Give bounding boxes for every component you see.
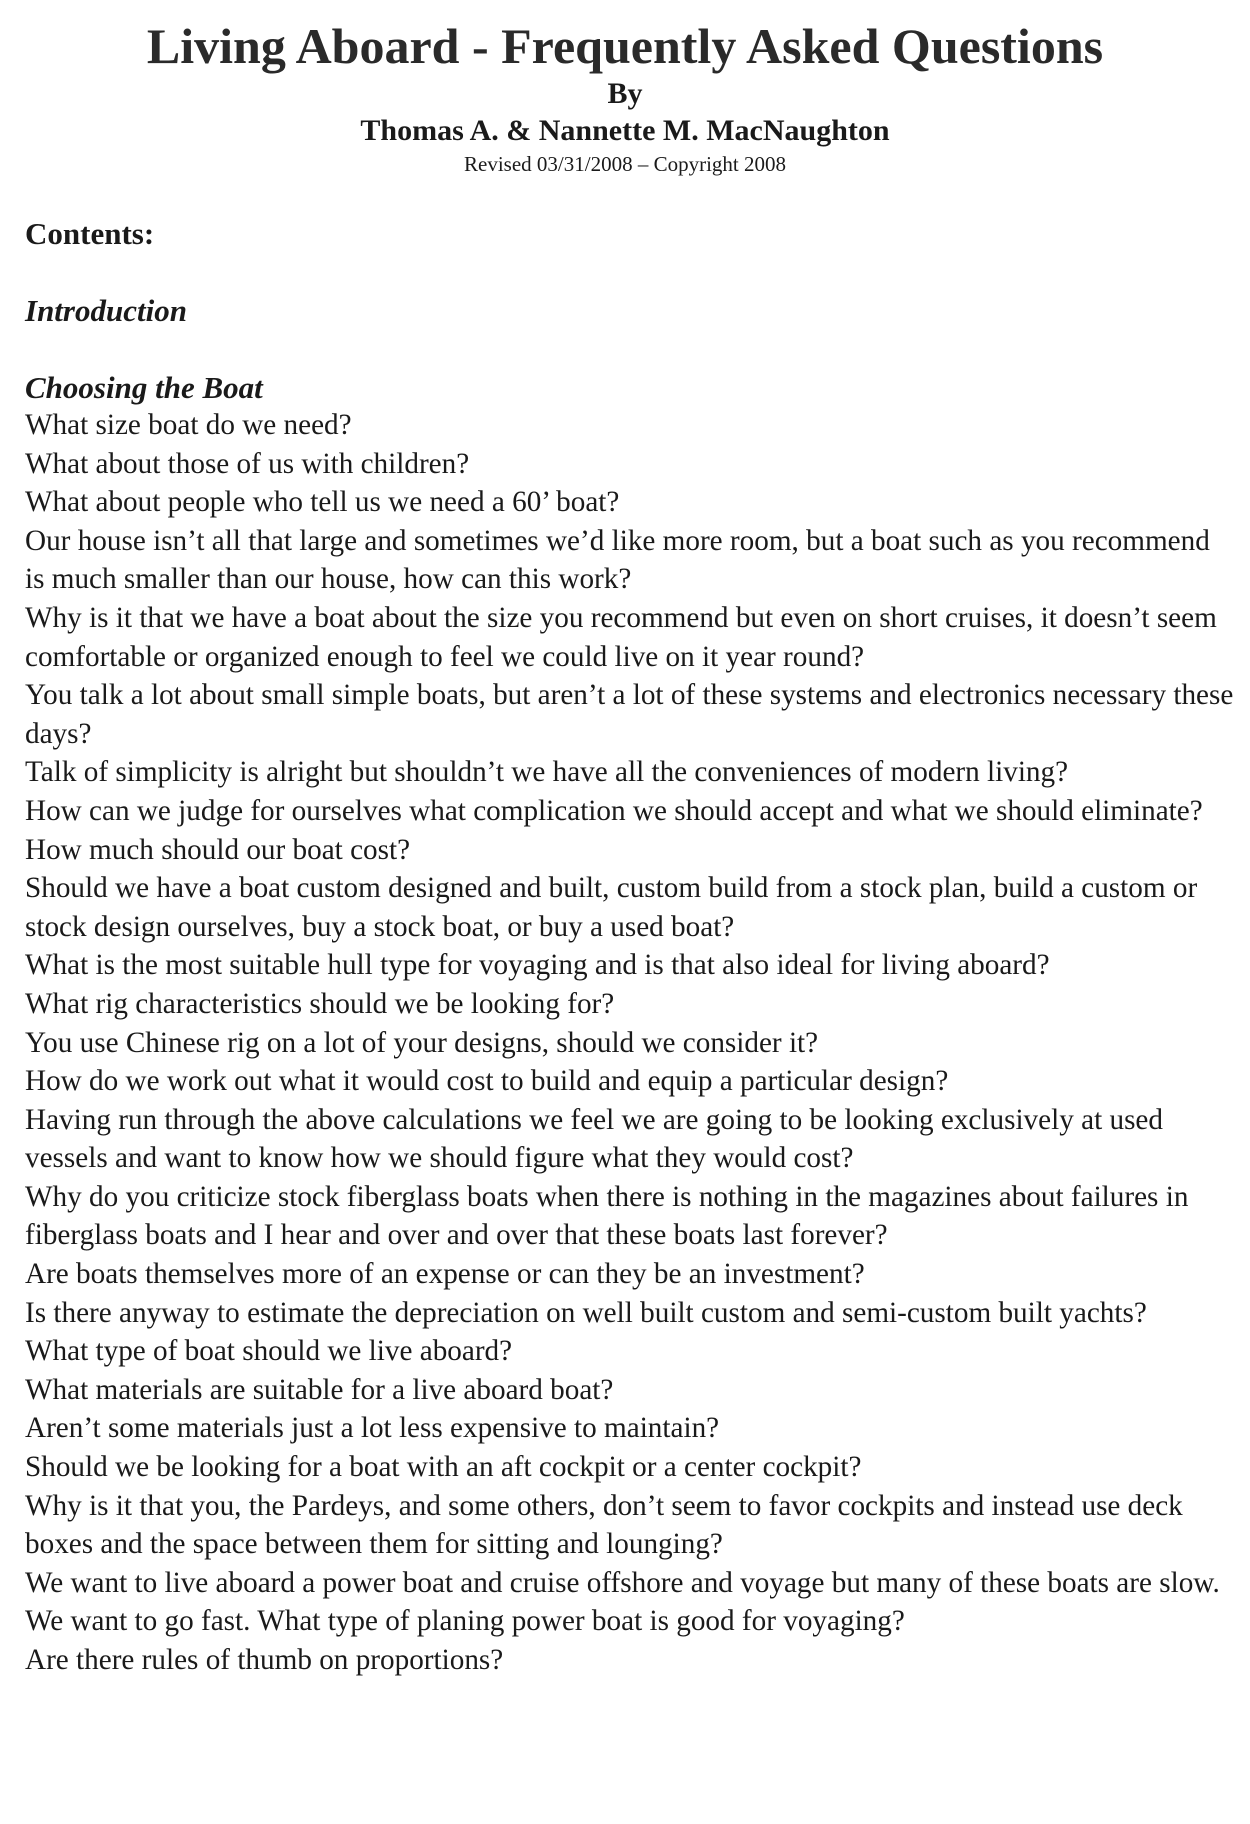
question-item: Are boats themselves more of an expense or can they be an investment?: [25, 1258, 865, 1291]
question-item: What is the most suitable hull type for voyaging and is that also ideal for living aboard?: [25, 949, 1050, 982]
question-item: Why do you criticize stock fiberglass boats when there is nothing in the magazines about failures in fiberglass boats and I hear and over and over that these boats last forever?: [25, 1180, 1189, 1252]
revision-copyright-line: Revised 03/31/2008 – Copyright 2008: [464, 152, 786, 176]
question-item: You talk a lot about small simple boats, but aren’t a lot of these systems and electronics necessary these days?: [25, 679, 1234, 750]
question-item: How can we judge for ourselves what complication we should accept and what we should eliminate?: [25, 794, 1203, 827]
author-names: Thomas A. & Nannette M. MacNaughton: [360, 114, 890, 147]
question-item: You use Chinese rig on a lot of your designs, should we consider it?: [25, 1026, 819, 1059]
question-item: Is there anyway to estimate the depreciation on well built custom and semi-custom built yachts?: [25, 1296, 1147, 1329]
introduction-heading: Introduction: [25, 293, 187, 328]
question-list: [25, 406, 1235, 1680]
byline-label: By: [607, 77, 643, 110]
contents-heading: Contents:: [25, 216, 155, 251]
question-item: What size boat do we need?: [25, 409, 352, 441]
question-item: Having run through the above calculations we feel we are going to be looking exclusively at used vessels and want to know how we should figure what they would cost?: [25, 1103, 1163, 1175]
document-title: Living Aboard - Frequently Asked Questions: [146, 18, 1104, 74]
question-item: What type of boat should we live aboard?: [25, 1335, 513, 1368]
question-item: Talk of simplicity is alright but shouldn’t we have all the conveniences of modern living?: [25, 756, 1069, 789]
section-heading-choosing-the-boat: Choosing the Boat: [25, 370, 263, 405]
question-item: How much should our boat cost?: [25, 833, 411, 866]
question-item: Why is it that we have a boat about the size you recommend but even on short cruises, it doesn’t seem comfortable or organized enough to feel we could live on it year round?: [25, 601, 1217, 673]
question-item: How do we work out what it would cost to build and equip a particular design?: [25, 1065, 949, 1098]
question-item: Should we be looking for a boat with an aft cockpit or a center cockpit?: [25, 1451, 862, 1484]
question-item: What materials are suitable for a live aboard boat?: [25, 1373, 614, 1406]
question-item: What rig characteristics should we be looking for?: [25, 987, 615, 1020]
question-item: What about people who tell us we need a 60’ boat?: [25, 486, 620, 519]
question-item: Are there rules of thumb on proportions?: [25, 1644, 504, 1676]
question-item: Why is it that you, the Pardeys, and some others, don’t seem to favor cockpits and instead use deck boxes and the space between them for sitting and lounging?: [25, 1489, 1183, 1561]
question-item: Aren’t some materials just a lot less expensive to maintain?: [25, 1412, 720, 1445]
question-item: Should we have a boat custom designed and built, custom build from a stock plan, build a custom or stock design ourselves, buy a stock boat, or buy a used boat?: [25, 872, 1198, 943]
question-item: What about those of us with children?: [25, 447, 470, 480]
question-item: Our house isn’t all that large and sometimes we’d like more room, but a boat such as you recommend is much smaller than our house, how can this work?: [25, 524, 1210, 596]
question-item: We want to live aboard a power boat and cruise offshore and voyage but many of these boats are slow. We want to go fast. What type of planing power boat is good for voyaging?: [25, 1566, 1220, 1638]
